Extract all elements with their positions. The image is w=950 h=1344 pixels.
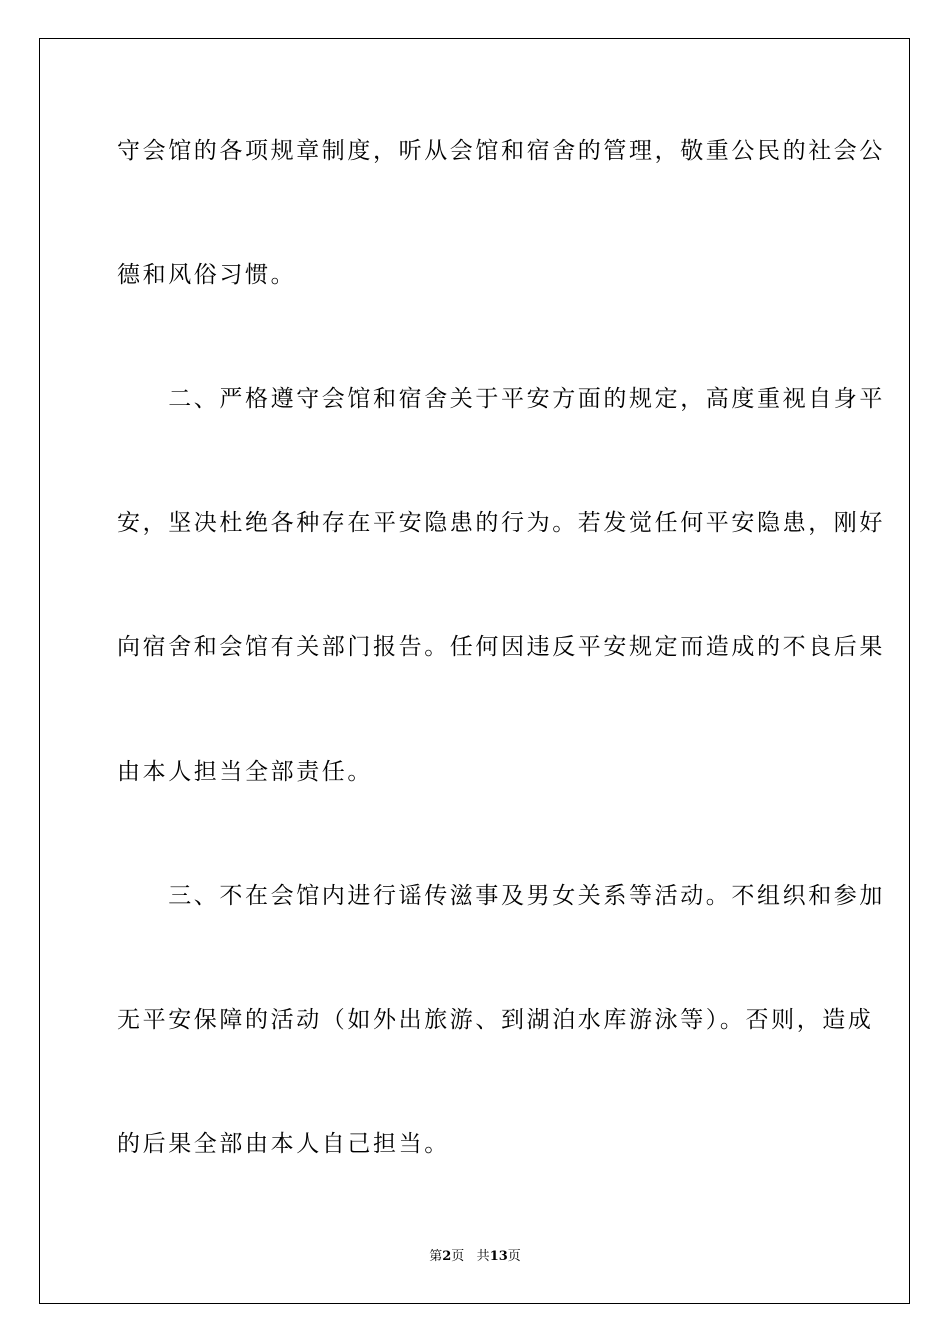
total-suffix: 页 (507, 1249, 521, 1264)
page-border (39, 38, 910, 1304)
total-pages: 13 (489, 1249, 508, 1264)
paragraph-line-1: 守会馆的各项规章制度，听从会馆和宿舍的管理，敬重公民的社会公 (117, 138, 885, 164)
total-prefix: 共 (476, 1249, 490, 1264)
paragraph-line-8: 无平安保障的活动（如外出旅游、到湖泊水库游泳等）。否则，造成 (117, 1007, 874, 1033)
page-number: 2 (442, 1249, 452, 1264)
paragraph-line-5: 向宿舍和会馆有关部门报告。任何因违反平安规定而造成的不良后果 (117, 634, 885, 660)
paragraph-line-3: 二、严格遵守会馆和宿舍关于平安方面的规定，高度重视自身平 (117, 386, 885, 412)
paragraph-line-9: 的后果全部由本人自己担当。 (117, 1131, 450, 1157)
paragraph-line-4: 安，坚决杜绝各种存在平安隐患的行为。若发觉任何平安隐患，刚好 (117, 510, 885, 536)
paragraph-line-2: 德和风俗习惯。 (117, 262, 297, 288)
page-prefix: 第 (429, 1249, 443, 1264)
paragraph-line-7: 三、不在会馆内进行谣传滋事及男女关系等活动。不组织和参加 (117, 883, 885, 909)
paragraph-line-6: 由本人担当全部责任。 (117, 759, 373, 785)
page-suffix: 页 (451, 1249, 465, 1264)
page-footer (0, 1248, 950, 1266)
